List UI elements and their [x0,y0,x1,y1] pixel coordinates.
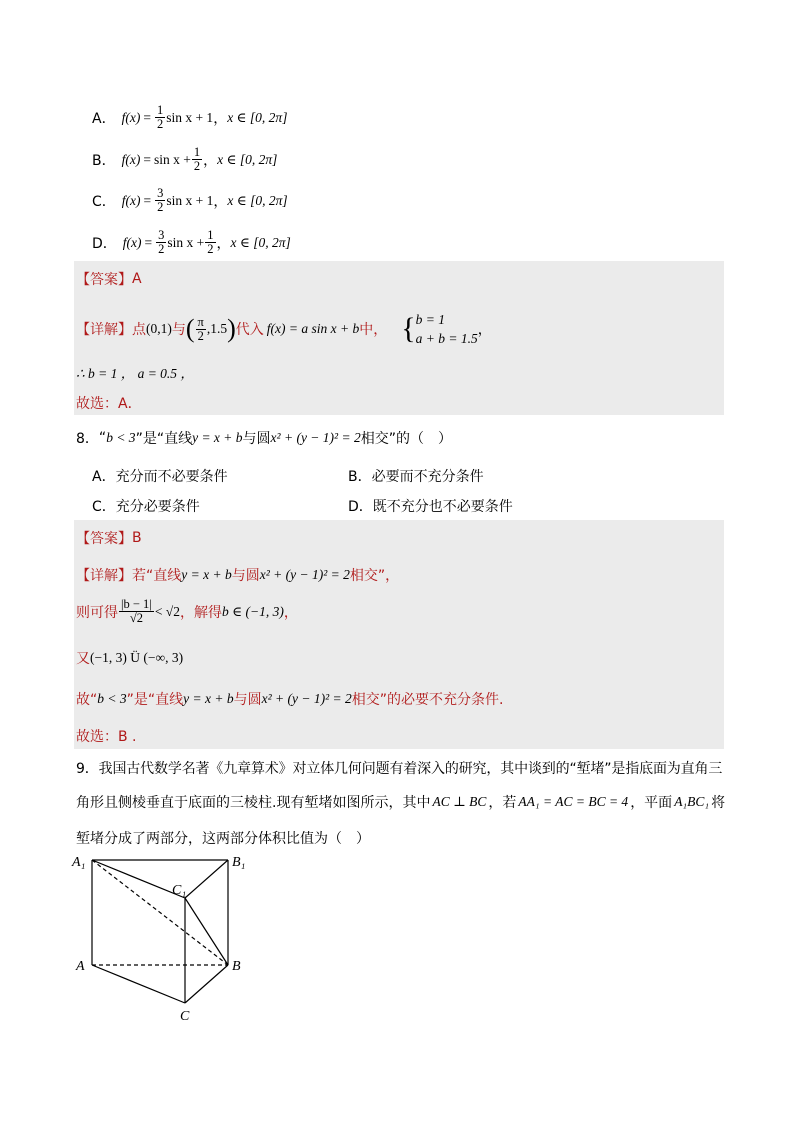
label-c1: C₁ [172,883,187,898]
q8-detail-1: 【详解】 若“直线 y = x + b 与圆 x² + (y − 1)² = 2 相交”， [76,567,400,584]
condition: b < 3 [97,691,127,706]
q8-option-b: B．必要而不充分条件 [348,469,484,485]
circle-eq: x² + (y − 1)² = 2 [259,567,350,582]
edge-a1b-hidden [92,860,228,965]
q8-detail-2: 则可得 $\frac{|b - 1|}{√2}$ < √2 ，解得 b ∈ (−1, 3) ， [76,597,298,625]
subset-expr: (−1, 3) Ü (−∞, 3) [90,650,184,665]
fraction [155,104,165,131]
domain: x ∈ [0, 2π] [227,192,288,208]
denominator: 2 [157,200,164,214]
q8-detail-3: 又 (−1, 3) Ü (−∞, 3) [76,650,184,667]
q7-option-a: A． f(x) = $\frac{1}{2}$ sin x + 1 ， x ∈ [0, 2π] [92,103,288,131]
label-b1: B₁ [232,855,246,870]
q8-answer-panel [74,520,724,749]
label-b: B [232,959,241,974]
fraction [119,598,154,625]
fraction [156,229,166,256]
system-line: b = 1 [415,312,446,327]
fraction [192,146,202,173]
point-tail: ,1.5 [206,321,228,336]
equals-sign: = [143,109,151,125]
therefore-line: ∴ b = 1 ， a = 0.5 ， [76,366,194,381]
q7-detail: 【详解】 点 (0,1) 与 ( $\frac{\pi}{2}$ ,1.5 ) 代入 f(x) = a sin x + b 中， { b = 1 a + b = 1.5 ， [76,312,492,346]
q8-detail-4: 故“ b < 3 ”是“直线 y = x + b 与圆 x² + (y − 1)² = 2 相交”的必要不充分条件. [76,691,504,708]
q7-option-b: B． f(x) = sin x + $\frac{1}{2}$ ， x ∈ [0, 2π] [92,145,278,173]
equals-sign: = [143,151,151,167]
equation-system: { b = 1 a + b = 1.5 ， [401,312,492,346]
fraction [155,187,165,214]
function-body: sin x + 1 [166,192,214,208]
function-name: f(x) [121,192,141,208]
choose-line: 故选：B . [76,729,137,745]
q8-option-d: D．既不充分也不必要条件 [348,499,513,515]
option-label: C． [92,193,116,210]
function-body: sin x + [167,234,205,250]
detail-text: 点 [132,322,146,338]
length-eq: AA₁ = AC = BC = 4 [518,794,629,809]
detail-text: 中， [359,322,388,338]
denominator: 2 [197,328,204,343]
edge-c1b1 [185,860,228,898]
line-eq: y = x + b [192,430,243,445]
q7-option-d: D． f(x) = $\frac{3}{2}$ sin x + $\frac{1}{2}$ ， x ∈ [0, 2π] [92,228,291,256]
equals-sign: = [143,192,152,208]
numerator: 3 [158,228,165,242]
line-eq: y = x + b [181,567,232,582]
range: b ∈ (−1, 3) [221,603,284,619]
fraction [196,316,206,343]
detail-tag: 【详解】 [76,322,132,338]
plane-name: A₁BC₁ [674,794,710,809]
circle-eq: x² + (y − 1)² = 2 [261,691,352,706]
choose-line: 故选：A． [76,396,142,412]
detail-text: 代入 [235,322,264,338]
q7-answer [76,269,142,289]
denominator: 2 [158,242,165,256]
detail-tag: 【详解】 [76,568,132,584]
label-a: A [76,959,85,974]
numerator: |b − 1| [121,597,152,611]
fraction [205,229,215,256]
detail-text: 与 [171,322,186,338]
numerator: 1 [156,103,164,117]
q9-line-1: 9．我国古代数学名著《九章算术》对立体几何问题有着深入的研究，其中谈到的“堑堵”是指底面为直角三 [76,761,723,777]
inequality: < √2 [154,603,180,619]
circle-eq: x² + (y − 1)² = 2 [270,430,361,445]
denominator: 2 [156,117,164,131]
domain: x ∈ [0, 2π] [230,234,291,250]
answer-value: B [132,530,142,546]
function-name: f(x) [121,109,141,125]
function-body: sin x + 1 [166,109,214,125]
q8-option-a: A．充分而不必要条件 [92,469,228,485]
edge-c1b [185,898,228,965]
q9-line-2: 角形且侧棱垂直于底面的三棱柱.现有堑堵如图所示，其中 AC ⊥ BC ，若 AA₁ = AC = BC = 4 ，平面 A₁BC₁ 将 [76,794,726,811]
option-label: D． [92,235,117,252]
q8-answer [76,528,142,548]
domain: x ∈ [0, 2π] [217,151,278,167]
q7-option-c: C． f(x) = $\frac{3}{2}$ sin x + 1 ， x ∈ [0, 2π] [92,186,288,214]
prism-figure [60,850,280,1030]
denominator: 2 [193,159,201,173]
equals-sign: = [144,234,153,250]
function-body: sin x + [153,151,191,167]
answer-tag: 【答案】 [76,531,132,547]
numerator: 1 [193,145,201,159]
domain: x ∈ [0, 2π] [227,109,288,125]
q7-therefore [76,362,194,382]
function-name: f(x) [121,151,141,167]
perp-expr: AC ⊥ BC [432,794,487,809]
function-name: f(x) [122,234,142,250]
option-label: B． [92,152,116,169]
numerator: π [197,314,204,329]
numerator: 1 [207,228,214,242]
q8-choose [76,726,137,746]
answer-value: A [132,271,142,287]
option-label: A． [92,110,116,127]
condition: b < 3 [106,430,136,445]
function-expr: f(x) = a sin x + b [266,321,360,336]
q8-stem: 8． “ b < 3 ”是“直线 y = x + b 与圆 x² + (y − 1)² = 2 相交”的（ ） [76,430,452,447]
label-a1: A₁ [72,855,86,870]
system-line: a + b = 1.5 [415,331,478,346]
edge-ac [92,965,185,1003]
point: (0,1) [146,321,172,336]
q8-option-c: C．充分必要条件 [92,499,200,515]
q9-line-3: 堑堵分成了两部分，这两部分体积比值为（ ） [76,831,370,847]
edge-cb [185,965,228,1003]
label-c: C [180,1009,190,1024]
q7-choose [76,393,142,413]
line-eq: y = x + b [183,691,234,706]
numerator: 3 [157,186,164,200]
answer-tag: 【答案】 [76,272,132,288]
denominator: √2 [129,611,143,625]
denominator: 2 [207,242,214,256]
question-number: 8． [76,431,99,447]
